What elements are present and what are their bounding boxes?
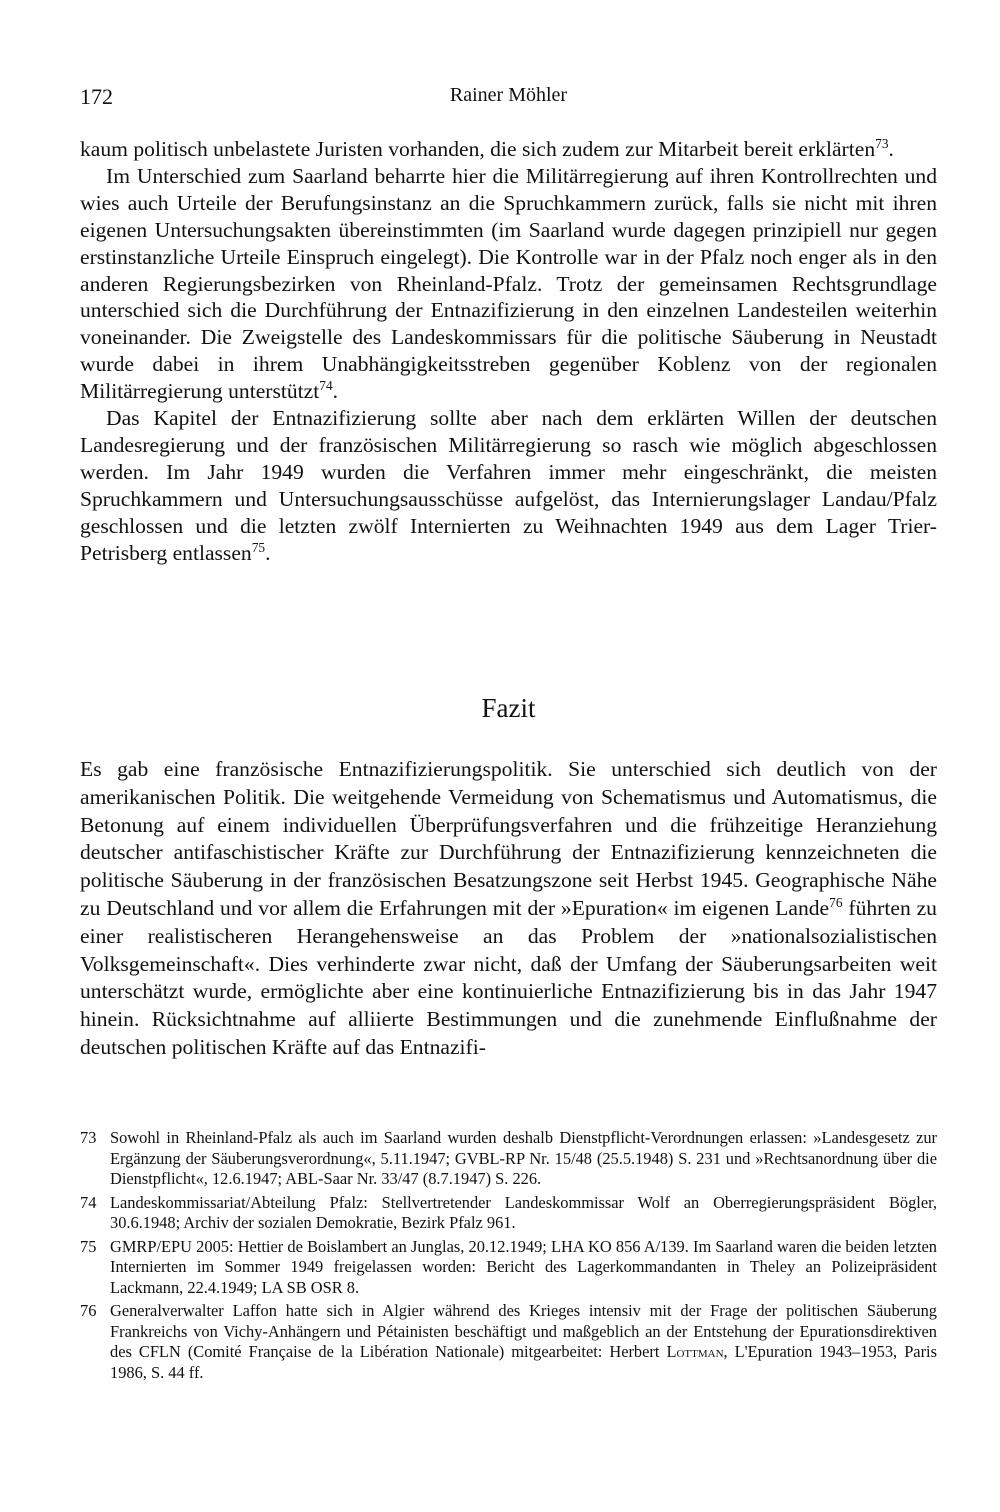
footnote-text: GMRP/EPU 2005: Hettier de Boislambert an Junglas, 20.12.1949; LHA KO 856 A/139. Im Saarland waren die beiden letzten Internierten im Sommer 1949 freigelassen worden: Bericht des Lagerkommandanten in Theley an Polizeipräsident Lackmann, 22.4.1949; LA SB OSR 8. <box>110 1236 937 1297</box>
footnote <box>80 1193 937 1234</box>
footnote-text: Generalverwalter Laffon hatte sich in Algier während des Krieges intensiv mit der Frage der politischen Säuberung Frankreichs von Vichy-Anhängern und Pétainisten beschäftigt und maßgeblich an der Entstehung der Epurationsdirektiven des CFLN (Comité Française de la Libération Nationale) mitgearbeitet: Herbert Lottman, L'Epuration 1943–1953, Paris 1986, S. 44 ff. <box>110 1301 937 1382</box>
footnote <box>80 1128 937 1190</box>
footnote-ref[interactable]: 73 <box>875 135 889 151</box>
footnote-ref[interactable]: 74 <box>319 377 333 393</box>
running-head: Rainer Möhler <box>449 84 568 106</box>
paragraph: Im Unterschied zum Saarland beharrte hier die Militärregierung auf ihren Kontrollrechten und wies auch Urteile der Berufungsinstanz an die Spruchkammern zurück, falls sie nicht mit ihren eigenen Untersuchungsakten übereinstimmten (im Saarland wurde dagegen prinzipiell nur gegen erstinstanzliche Urteile Einspruch eingelegt). Die Kontrolle war in der Pfalz noch enger als in den anderen Regierungsbezirken von Rheinland-Pfalz. Trotz der gemeinsamen Rechtsgrundlage unterschied sich die Durchführung der Entnazifizierung in den einzelnen Landesteilen weiterhin voneinander. Die Zweigstelle des Landeskommissars für die politische Säuberung in Neustadt wurde dabei in ihrem Unabhängigkeitsstreben gegenüber Koblenz von der regionalen Militärregierung unterstützt$^{74}$. <box>80 163 937 404</box>
page-number: 172 <box>80 84 113 109</box>
footnote-number: 73 <box>80 1128 97 1147</box>
section-body <box>80 756 937 1062</box>
footnote <box>80 1301 937 1383</box>
footnote-number: 76 <box>80 1301 97 1320</box>
footnote-text: Landeskommissariat/Abteilung Pfalz: Stellvertretender Landeskommissar Wolf an Oberregierungspräsident Bögler, 30.6.1948; Archiv der sozialen Demokratie, Bezirk Pfalz 961. <box>110 1192 937 1232</box>
page-header <box>80 84 937 114</box>
footnote-ref[interactable]: 75 <box>251 539 266 555</box>
footnotes <box>80 1128 937 1386</box>
paragraph: Es gab eine französische Entnazifizierungspolitik. Sie unterschied sich deutlich von der amerikanischen Politik. Die weitgehende Vermeidung von Schematismus und Automatismus, die Betonung auf einem individuellen Überprüfungsverfahren und die frühzeitige Heranziehung deutscher antifaschistischer Kräfte zur Durchführung der Entnazifizierung kennzeichneten die politische Säuberung in der französischen Besatzungszone seit Herbst 1945. Geographische Nähe zu Deutschland und vor allem die Erfahrungen mit der »Epuration« im eigenen Lande$^{76}$ führten zu einer realistischeren Herangehensweise an das Problem der »nationalsozialistischen Volksgemeinschaft«. Dies verhinderte zwar nicht, daß der Umfang der Säuberungsarbeiten weit unterschätzt wurde, ermöglichte aber eine kontinuierliche Entnazifizierung bis in das Jahr 1947 hinein. Rücksichtnahme auf alliierte Bestimmungen und die zunehmende Einflußnahme der deutschen politischen Kräfte auf das Entnazifi- <box>80 757 937 1059</box>
author-name: Lottman <box>666 1342 724 1361</box>
footnote-number: 75 <box>80 1236 97 1256</box>
section-heading: Fazit <box>481 693 536 723</box>
body-text <box>80 136 937 567</box>
footnote-text: Sowohl in Rheinland-Pfalz als auch im Saarland wurden deshalb Dienstpflicht-Verordnungen erlassen: »Landesgesetz zur Ergänzung der Säuberungsverordnung«, 5.11.1947; GVBL-RP Nr. 15/48 (25.5.1948) S. 231 und »Rechtsanordnung über die Dienstpflicht«, 12.6.1947; ABL-Saar Nr. 33/47 (8.7.1947) S. 226. <box>110 1128 937 1188</box>
paragraph: kaum politisch unbelastete Juristen vorhanden, die sich zudem zur Mitarbeit bereit erklärten$^{73}$. <box>80 135 894 161</box>
footnote-number: 74 <box>80 1192 97 1212</box>
paragraph: Das Kapitel der Entnazifizierung sollte aber nach dem erklärten Willen der deutschen Landesregierung und der französischen Militärregierung so rasch wie möglich abgeschlossen werden. Im Jahr 1949 wurden die Verfahren immer mehr eingeschränkt, die meisten Spruchkammern und Untersuchungsausschüsse aufgelöst, das Internierungslager Landau/Pfalz geschlossen und die letzten zwölf Internierten zu Weihnachten 1949 aus dem Lager Trier-Petrisberg entlassen$^{75}$. <box>80 406 937 565</box>
footnote <box>80 1237 937 1299</box>
footnote-ref[interactable]: 76 <box>829 894 843 910</box>
